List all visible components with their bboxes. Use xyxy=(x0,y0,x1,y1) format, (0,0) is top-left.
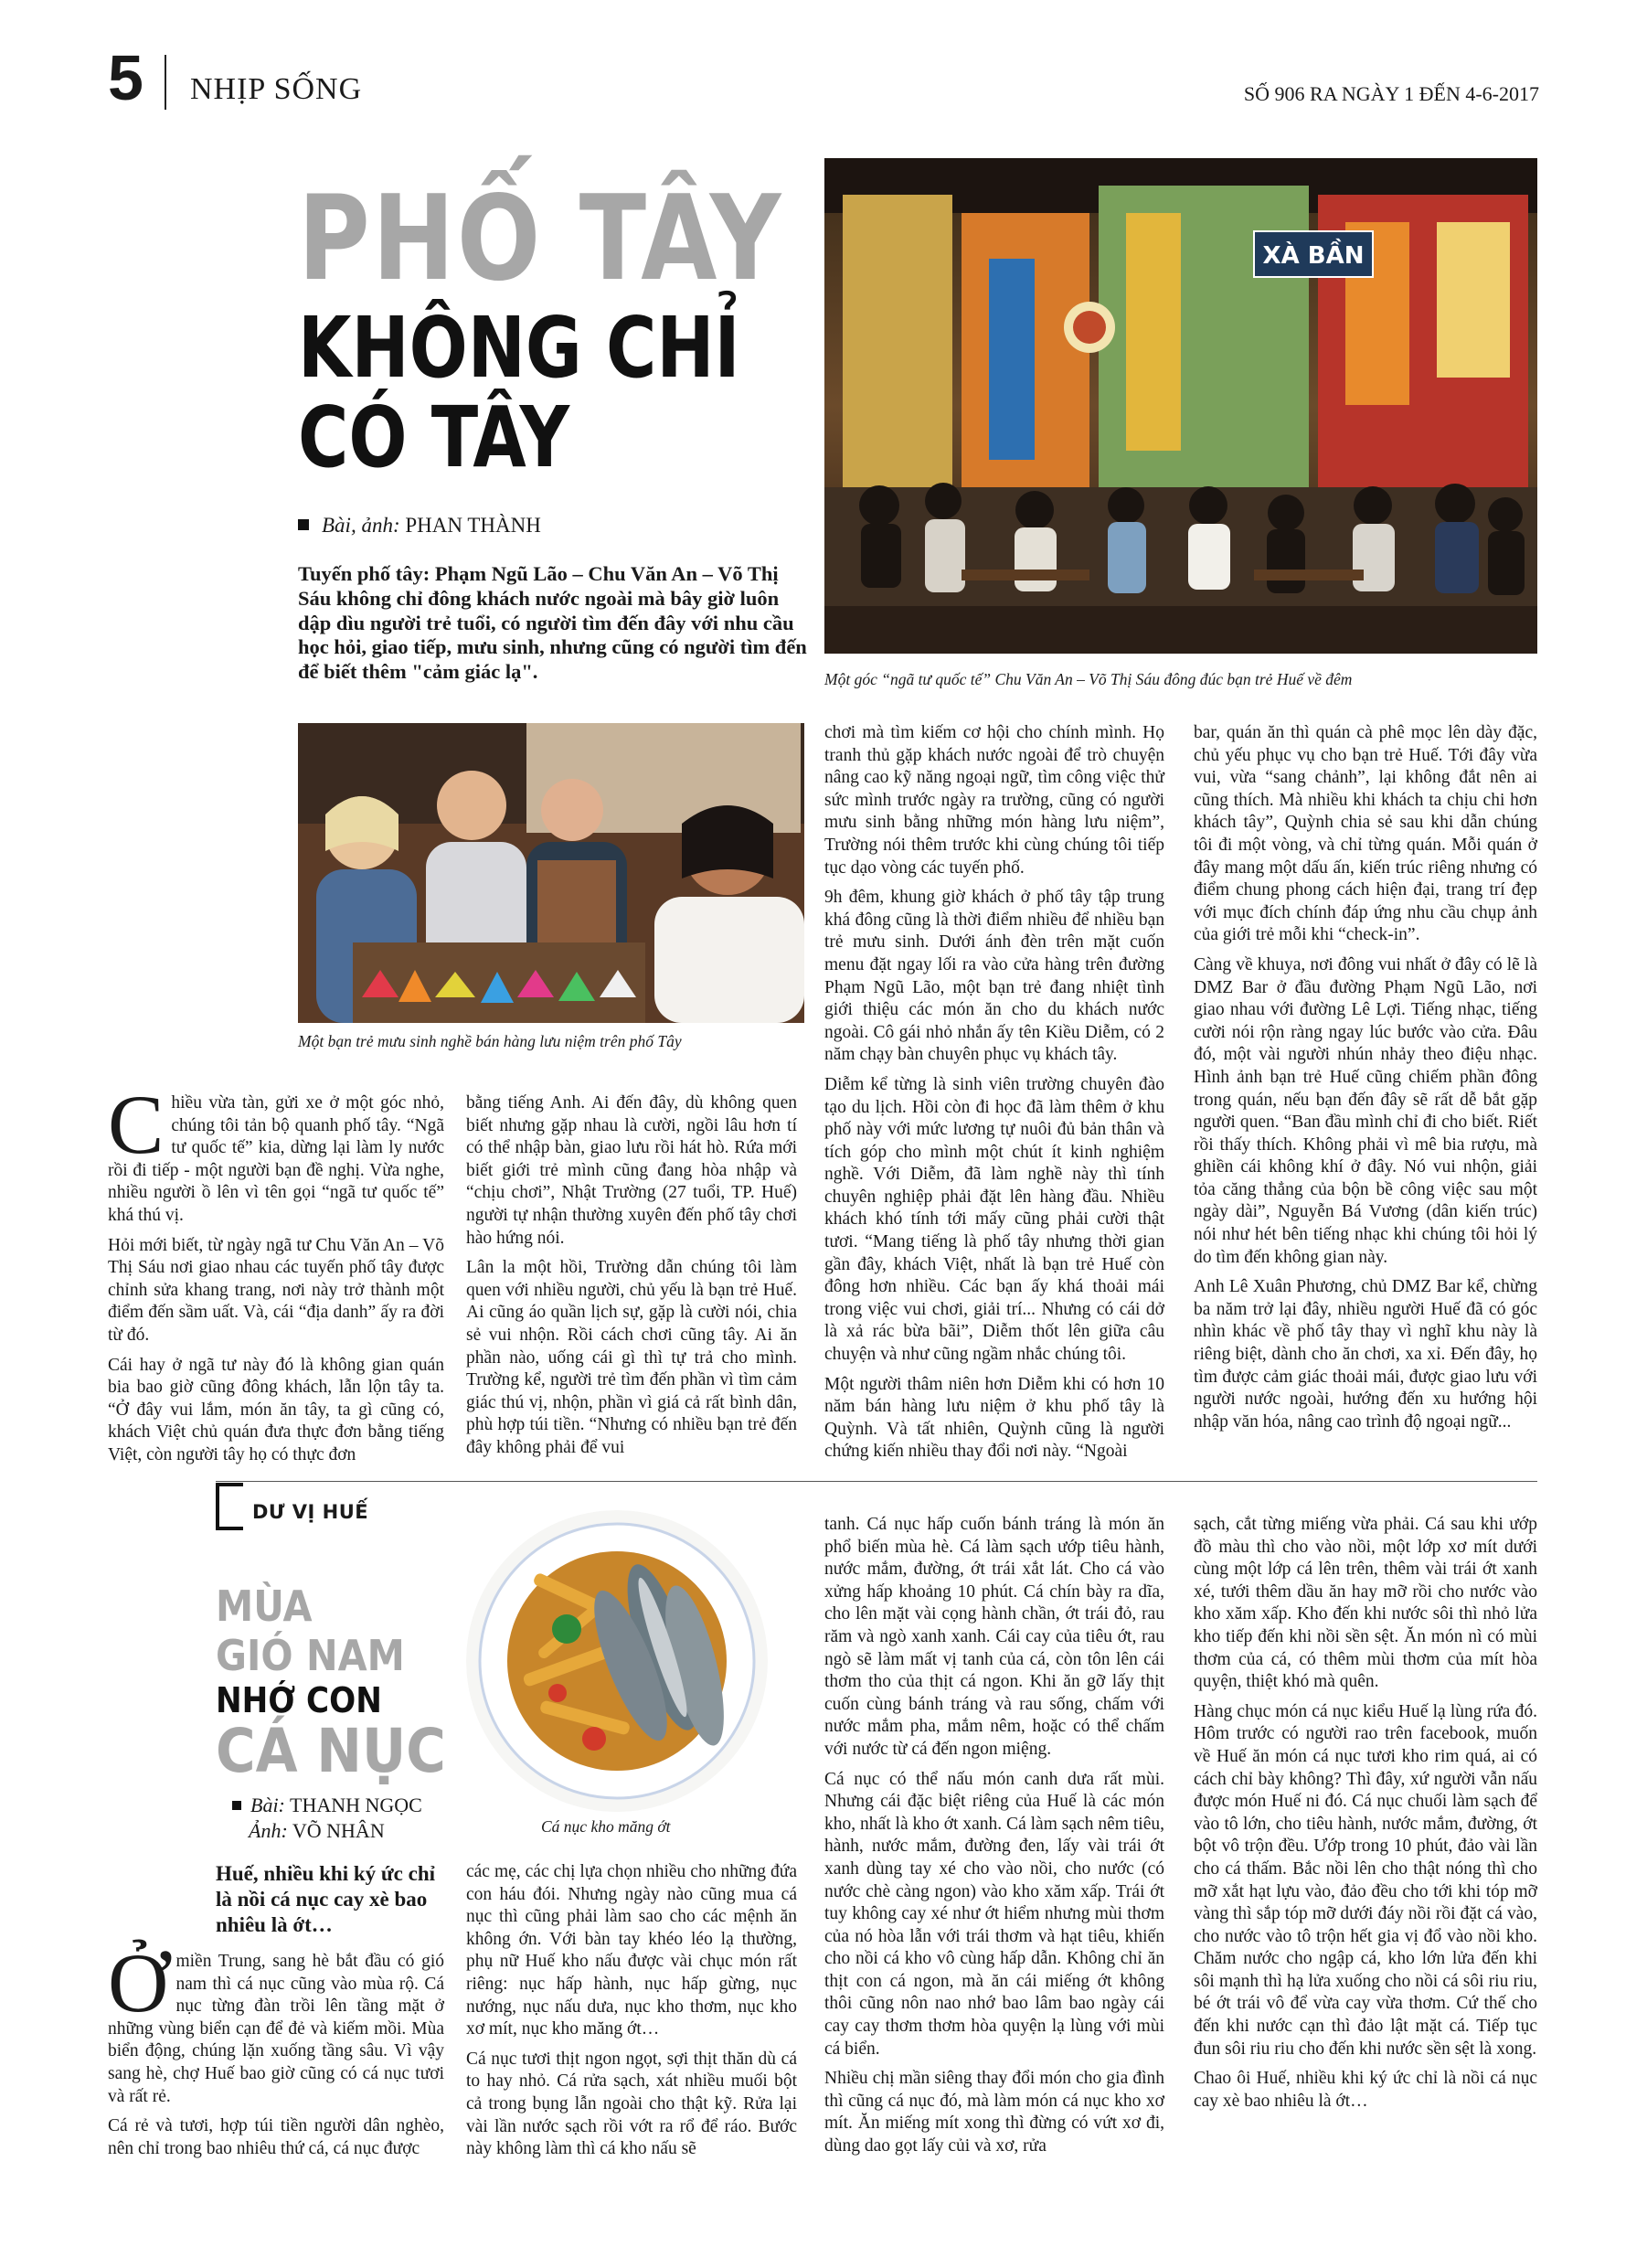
paragraph: Anh Lê Xuân Phương, chủ DMZ Bar kể, chừng ba năm trở lại đây, nhiều người Huế đã có góc nhìn khác về phố tây thay vì nghĩ khu này là riêng biệt, dành cho ăn chơi, xa xỉ. Đến đây, họ tìm được cảm giác thoải mái, được giao lưu với người nước ngoài, hướng đến xu hướng hội nhập văn hóa, nâng cao trình độ ngoại ngữ... xyxy=(1194,1277,1537,1432)
page-number: 5 xyxy=(108,42,143,113)
sidebar-title-line1: MÙA xyxy=(216,1581,313,1631)
paragraph: chơi mà tìm kiếm cơ hội cho chính mình. Họ tranh thủ gặp khách nước ngoài để trò chuyện nâng cao kỹ năng ngoại ngữ, tìm công việc thử sức mình trước ngày ra trường, cũng có người mưu sinh bằng những món hàng lưu niệm”, Trường nói thêm trước khi cùng chúng tôi tiếp tục dạo vòng các tuyến phố. xyxy=(824,723,1164,878)
bullet-square-icon xyxy=(298,519,309,530)
article-title-line2: KHÔNG CHỈ xyxy=(298,299,740,397)
souvenir-stall-illustration xyxy=(298,723,804,1023)
night-street-illustration xyxy=(824,158,1537,654)
issue-info: SỐ 906 RA NGÀY 1 ĐẾN 4-6-2017 xyxy=(1243,82,1539,105)
author-name: THANH NGỌC xyxy=(290,1794,422,1816)
sidebar-title-line2: GIÓ NAM xyxy=(216,1631,405,1680)
paragraph: miền Trung, sang hè bắt đầu có gió nam thì cá nục cũng vào mùa rộ. Cá nục từng đàn trồi lên tầng mặt ở những vùng biển cạn để đẻ và kiếm mồi. Mùa biển động, chúng lặn xuống tầng sâu. Vì vậy sang hè, chợ Huế bao giờ cũng có cá nục tươi và rất rẻ. xyxy=(108,1952,444,2106)
header-divider xyxy=(165,55,166,110)
author-label: Bài: xyxy=(250,1794,285,1816)
dropcap: C xyxy=(108,1078,165,1171)
paragraph: Cá nục tươi thịt ngon ngọt, sợi thịt thăn dù cá to hay nhỏ. Cá rửa sạch, xát nhiều muối bột cả trong bụng lẫn ngoài cho thật kỹ. Rửa lại vài lần nước sạch rồi vớt ra rổ để ráo. Bước này không làm thì cá kho nấu sẽ xyxy=(466,2049,797,2159)
paragraph: Hàng chục món cá nục kiểu Huế lạ lùng rứa đó. Hôm trước có người rao trên facebook, muốn về Huế ăn món cá nục tươi kho rim quá, ai có cách chỉ bày không? Thì đây, xứ người vẫn nấu được món Huế ni đó. Cá nục chuối làm sạch để vào tô lớn, cho tiêu hành, nước mắm, đường, ớt bột vô trộn đều. Ướp trong 10 phút, đảo vài lần cho cá thấm. Bắc nồi lên cho thật nóng thì cho mỡ xắt hạt lựu vào, đảo đều cho tới khi tóp mỡ vàng thì sắp tóp mỡ dưới đáy nồi rồi đặt cá vào, cho nước vào tô trộn hết gia vị đổ vào nồi kho. Chăm nước cho ngập cá, kho lớn lửa đến khi sôi mạnh thì hạ lửa xuống cho nồi cá sôi riu riu, bé ớt trái vô để vừa cay vừa thơm. Cứ thế cho đến khi nước cạn thì đảo lật mặt cá. Tiếp tục đun sôi riu riu cho đến khi nước sền sệt là xong. xyxy=(1194,1701,1537,2059)
byline-label: Bài, ảnh: xyxy=(322,514,400,537)
sidebar-column-1 xyxy=(108,1936,444,2167)
paragraph: Càng về khuya, nơi đông vui nhất ở đây có lẽ là DMZ Bar ở đầu đường Phạm Ngũ Lão, nơi giao nhau với đường Lê Lợi. Tiếng nhạc, tiếng cười nói rộn ràng ngay lúc bước vào cửa. Đâu đó, một vài người nhún nhảy theo điệu nhạc. Hình ảnh bạn trẻ Huế cũng chiếm phần đông trong quán, nếu bạn đến đây sẽ rất dễ bắt gặp người quen. “Ban đầu mình chỉ đi cho biết. Riết rồi thấy thích. Không phải vì mê bia rượu, mà ghiền cái không khí ở đây. Nó vui nhộn, giải tỏa căng thẳng của bộn bề công việc sau một ngày dài”, Nguyễn Bá Vương (dân kiến trúc) nói như hét bên tiếng nhạc khi chúng tôi hỏi lý do tìm đến không gian này. xyxy=(1194,954,1537,1267)
paragraph: Diễm kể từng là sinh viên trường chuyên đào tạo du lịch. Hồi còn đi học đã làm thêm ở khu phố này với mức lương tự nuôi đủ bản thân và tích góp cho mình một chút ít kinh nghiệm nghề. Với Diễm, đã làm nghề này thì tính chuyên nghiệp phải đặt lên hàng đầu. Nhiều khách khó tính tới mấy cũng phải cười thật tươi. “Mang tiếng là phố tây nhưng thời gian gần đây, khách Việt, nhất là bạn trẻ Huế còn đông hơn nhiều. Các bạn ấy khá thoải mái trong việc vui chơi, giải trí... Nhưng có cái dở là xả rác bừa bãi”, Diễm thốt lên giữa câu chuyện và như cũng ngầm nhắc chúng tôi. xyxy=(824,1074,1164,1365)
article-byline xyxy=(298,512,541,539)
dropcap: Ở xyxy=(108,1936,169,2029)
fish-dish-illustration xyxy=(466,1510,768,1812)
paragraph: Cá nục có thể nấu món canh dưa rất mùi. Nhưng cái đặc biệt riêng của Huế là các món kho, nhất là kho ớt xanh. Cá làm sạch nêm tiêu, hành, nước mắm, đường đen, lấy vài trái ớt xanh dùng tay xé cho vào nồi, cho nước (có nước chè càng ngon) vào kho xăm xấp. Trái ớt tuy không cay xé như ớt hiểm nhưng mùi thơm của nó hòa lẫn với trái thơm và hạt tiêu, khiến cho nồi cá kho vô cùng hấp dẫn. Không chỉ ăn thịt con cá ngon, mà ăn cái miếng ớt không thôi cũng nôn nao nhớ bao lâm bao ngày cái cay cay thơm thơm hòa quyện lạ lùng với mùi cá biển. xyxy=(824,1769,1164,2059)
column-logo-bracket-icon xyxy=(216,1483,243,1530)
article-lead: Tuyến phố tây: Phạm Ngũ Lão – Chu Văn An – Võ Thị Sáu không chỉ đông khách nước ngoài mà bây giờ luôn dập dìu người trẻ tuổi, có người tìm đến đây với nhu cầu học hỏi, giao tiếp, mưu sinh, nhưng cũng có người tìm đến để biết thêm "cảm giác lạ". xyxy=(298,562,807,684)
paragraph: tanh. Cá nục hấp cuốn bánh tráng là món ăn phổ biến mùa hè. Cá làm sạch ướp tiêu hành, nước mắm, đường, ớt trái xắt lát. Cho cá vào xửng hấp khoảng 10 phút. Cá chín bày ra dĩa, cho lên mặt vài cọng hành chần, ớt trái đỏ, rau răm và ngò xanh xanh. Cái cay của tiêu ớt, rau ngò sẽ làm mất vị tanh của cá, còn tôn lên cái thơm tho của thịt cá ngon. Khi ăn gỡ lấy thịt cuốn cùng bánh tráng và rau sống, chấm với nước mắm pha, mắm nêm, hoặc có thể chấm với nước từ cá đến ngon miệng. xyxy=(824,1515,1164,1759)
paragraph: bar, quán ăn thì quán cà phê mọc lên dày đặc, chủ yếu phục vụ cho bạn trẻ Huế. Tới đây vừa vui, vừa “sang chảnh”, lại không đắt nên ai cũng thích. Mà nhiều khi khách ta chịu chi hơn khách tây”, Quỳnh chia sẻ sau khi dẫn chúng tôi đi một vòng, và chỉ từng quán. Mỗi quán ở đây mang một dấu ấn, kiến trúc riêng nhưng có điểm chung phong cách hiện đại, trang trí đẹp với mục đích chính đáp ứng nhu cầu chụp ảnh của giới trẻ mỗi khi “check-in”. xyxy=(1194,723,1537,945)
paragraph: Hỏi mới biết, từ ngày ngã tư Chu Văn An – Võ Thị Sáu nơi giao nhau các tuyến phố tây được chỉnh sửa khang trang, nơi này trở thành một điểm đến sầm uất. Và, cái “địa danh” ấy ra đời từ đó. xyxy=(108,1235,444,1345)
photographer-name: VÕ NHÂN xyxy=(292,1819,385,1842)
paragraph: Lân la một hồi, Trường dẫn chúng tôi làm quen với nhiều người, chủ yếu là bạn trẻ Huế. Ai cũng áo quần lịch sự, gặp là cười nói, chia sẻ vui nhộn. Rồi cách chơi cũng tây. Ai ăn phần nào, uống cái gì thì tự trả cho mình. Trường kể, người trẻ tìm đến phần vì tìm cảm giác thú vị, nhộn, phần vì giá cả rất bình dân, phù hợp túi tiền. “Nhưng có nhiều bạn trẻ đến đây không phải để vui xyxy=(466,1258,797,1457)
sidebar-author xyxy=(232,1794,422,1817)
paragraph: bằng tiếng Anh. Ai đến đây, dù không quen biết nhưng gặp nhau là cười, ngồi lâu hơn tí có thể nhập bàn, giao lưu rồi hát hò. Rứa mới biết giới trẻ mình cũng đang hòa nhập và “chịu chơi”, Nhật Trường (27 tuổi, TP. Huế) người tự nhận thường xuyên đến phố tây chơi hào hứng nói. xyxy=(466,1093,797,1248)
sidebar-column-2 xyxy=(466,1861,797,2168)
sidebar-lead: Huế, nhiều khi ký ức chỉ là nồi cá nục cay xè bao nhiêu là ớt… xyxy=(216,1862,436,1936)
bullet-square-icon xyxy=(232,1801,241,1810)
paragraph: Một người thâm niên hơn Diễm khi có hơn 10 năm bán hàng lưu niệm ở khu phố tây là Quỳnh. Và tất nhiên, Quỳnh cũng là người chứng kiến nhiều thay đổi nơi này. “Ngoài xyxy=(824,1374,1164,1462)
paragraph: 9h đêm, khung giờ khách ở phố tây tập trung khá đông cũng là thời điểm nhiều để nhiều bạn trẻ mưu sinh. Dưới ánh đèn trên mặt cuốn menu đặt ngay lối ra vào cửa hàng trên đường Phạm Ngũ Lão, một bạn trẻ đang nhiệt tình giới thiệu các món ăn cho du khách nước ngoài. Cô gái nhỏ nhắn ấy tên Kiều Diễm, có 2 năm chạy bàn chuyên phục vụ khách tây. xyxy=(824,888,1164,1065)
byline-author: PHAN THÀNH xyxy=(405,514,541,537)
sidebar-column-3 xyxy=(824,1514,1164,2166)
photo-shop-sign: XÀ BẦN xyxy=(1262,242,1365,270)
section-divider xyxy=(216,1481,1537,1482)
sidebar-column-4 xyxy=(1194,1514,1537,2120)
paragraph: Chao ôi Huế, nhiều khi ký ức chỉ là nồi cá nục cay xè bao nhiêu là ớt… xyxy=(1194,2069,1537,2111)
article-column-1 xyxy=(108,1078,444,1475)
sidebar-photographer xyxy=(249,1819,385,1843)
article-title-line3: CÓ TÂY xyxy=(298,389,570,486)
paragraph: Nhiều chị mần siêng thay đổi món cho gia đình thì cũng cá nục đó, mà làm món cá nục kho xơ mít. Ăn miếng mít xong thì đừng có vứt xơ đi, dùng dao gọt lấy củi và xơ, rửa xyxy=(824,2069,1164,2156)
photo-souvenir-stall xyxy=(298,723,804,1023)
paragraph: Cái hay ở ngã tư này đó là không gian quán bia bao giờ cũng đông khách, lẫn lộn tây ta. “Ở đây vui lắm, món ăn tây, ta gì cũng có, khách Việt chủ quán đưa thực đơn bằng tiếng Việt, còn người tây họ có thực đơn xyxy=(108,1355,444,1464)
paragraph: Cá rẻ và tươi, hợp túi tiền người dân nghèo, nên chỉ trong bao nhiêu thứ cá, cá nục được xyxy=(108,2116,444,2158)
caption-souvenir-stall: Một bạn trẻ mưu sinh nghề bán hàng lưu niệm trên phố Tây xyxy=(298,1032,682,1050)
article-title-line1: PHỐ TÂY xyxy=(298,171,784,307)
caption-fish-dish: Cá nục kho măng ớt xyxy=(541,1817,671,1836)
photo-fish-dish xyxy=(466,1510,768,1812)
caption-night-street: Một góc “ngã tư quốc tế” Chu Văn An – Võ Thị Sáu đông đúc bạn trẻ Huế về đêm xyxy=(824,670,1353,688)
article-column-4 xyxy=(1194,722,1537,1441)
paragraph: các mẹ, các chị lựa chọn nhiều cho những đứa con háu đói. Nhưng ngày nào cũng mua cá nục thì cũng phải làm sao cho các mệnh ăn không ớn. Với bàn tay khéo léo lạ thường, phụ nữ Huế kho nấu được vài chục món rất riêng: nục hấp hành, nục hấp gừng, nục nướng, nục nấu dưa, nục kho thơm, nục kho xơ mít, nục kho măng ớt… xyxy=(466,1862,797,2039)
photo-label: Ảnh: xyxy=(249,1819,288,1842)
photo-night-street xyxy=(824,158,1537,654)
sidebar-title-line3: NHỚ CON xyxy=(216,1680,382,1720)
section-name: NHỊP SỐNG xyxy=(190,72,363,106)
article-column-3 xyxy=(824,722,1164,1471)
column-label: DƯ VỊ HUẾ xyxy=(252,1501,369,1523)
article-column-2 xyxy=(466,1092,797,1467)
sidebar-title-line4: CÁ NỤC xyxy=(216,1716,446,1786)
paragraph: sạch, cắt từng miếng vừa phải. Cá sau khi ướp đồ màu thì cho vào nồi, một lớp xơ mít dưới cùng một lớp cá lên trên, thêm vài trái ớt xanh xé, tưới thêm dầu ăn hay mỡ rồi cho nước vào kho xăm xấp. Kho đến khi nước sôi thì nhỏ lửa kho tiếp đến khi nồi sền sệt. Ăn món nì có mùi thơm của cá, có thêm mùi thơm của mít hòa quyện, thiệt khó mà quên. xyxy=(1194,1515,1537,1692)
paragraph: hiều vừa tàn, gửi xe ở một góc nhỏ, chúng tôi tản bộ quanh phố tây. “Ngã tư quốc tế” kia, dừng lại làm ly nước rồi đi tiếp - một người bạn đề nghị. Vừa nghe, nhiều người ồ lên vì tên gọi “ngã tư quốc tế” khá thú vị. xyxy=(108,1093,444,1225)
